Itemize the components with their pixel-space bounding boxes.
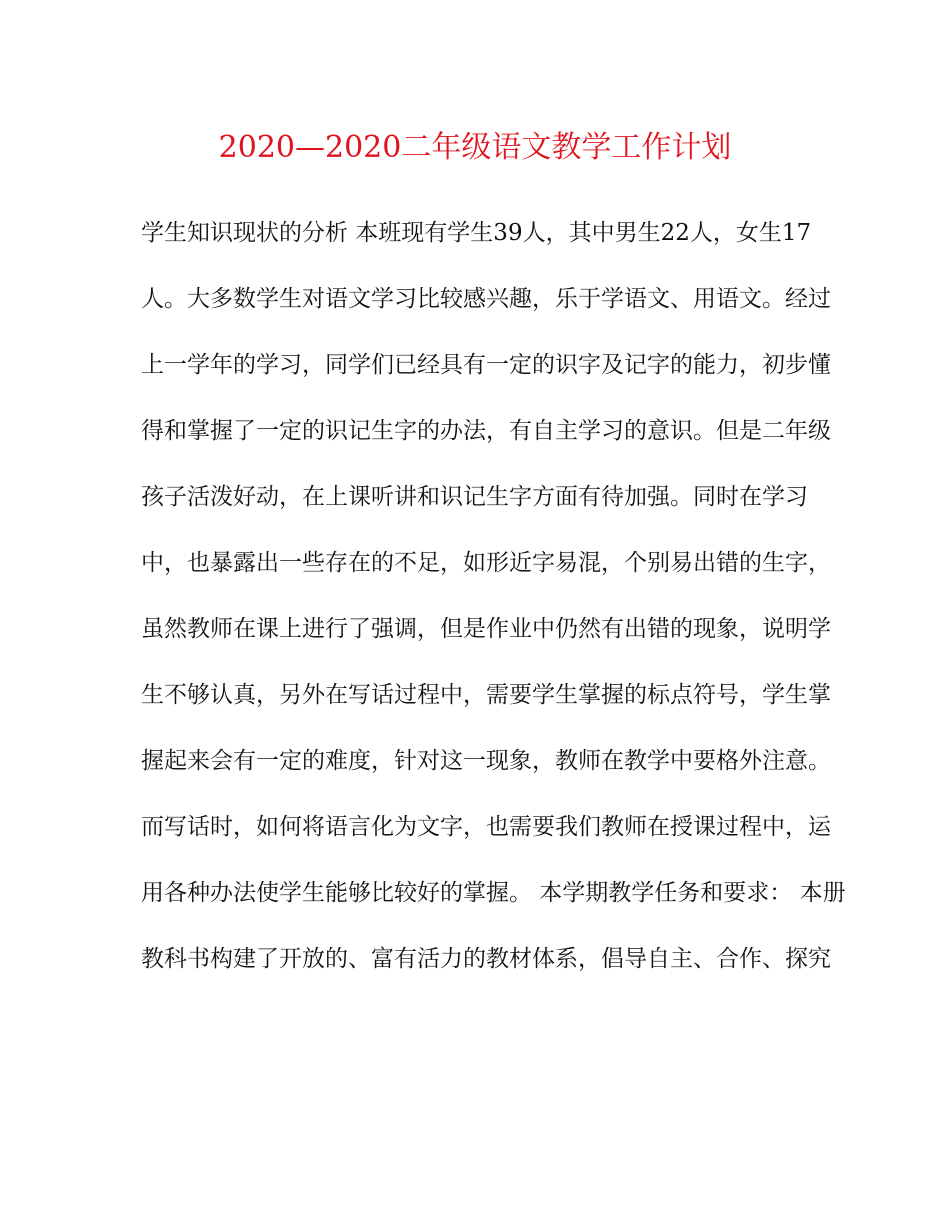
body-line: 用各种办法使学生能够比较好的掌握。 本学期教学任务和要求： 本册 xyxy=(141,880,846,906)
body-line: 而写话时，如何将语言化为文字，也需要我们教师在授课过程中，运 xyxy=(141,814,831,840)
document-body xyxy=(141,200,846,992)
body-line: 生不够认真，另外在写话过程中，需要学生掌握的标点符号，学生掌 xyxy=(141,682,831,708)
body-line: 得和掌握了一定的识记生字的办法，有自主学习的意识。但是二年级 xyxy=(141,418,831,444)
body-line: 孩子活泼好动，在上课听讲和识记生字方面有待加强。同时在学习 xyxy=(141,484,808,510)
body-line: 虽然教师在课上进行了强调，但是作业中仍然有出错的现象，说明学 xyxy=(141,616,831,642)
body-line: 人。大多数学生对语文学习比较感兴趣，乐于学语文、用语文。经过 xyxy=(141,286,831,312)
body-line: 教科书构建了开放的、富有活力的教材体系，倡导自主、合作、探究 xyxy=(141,946,831,972)
body-line: 握起来会有一定的难度，针对这一现象，教师在教学中要格外注意。 xyxy=(141,748,831,774)
body-line: 学生知识现状的分析 本班现有学生39人，其中男生22人，女生17 xyxy=(141,220,812,246)
body-line: 上一学年的学习，同学们已经具有一定的识字及记字的能力，初步懂 xyxy=(141,352,831,378)
document-title: 2020—2020二年级语文教学工作计划 xyxy=(218,130,732,165)
body-line: 中，也暴露出一些存在的不足，如形近字易混，个别易出错的生字， xyxy=(141,550,831,576)
